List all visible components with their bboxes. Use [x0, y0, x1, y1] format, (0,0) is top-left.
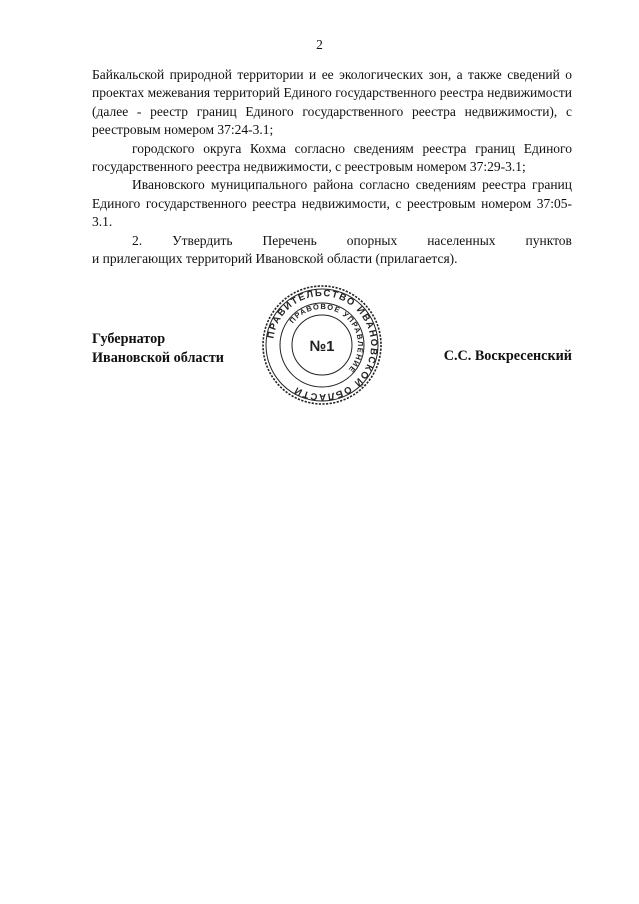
- item-2-continuation: и прилегающих территорий Ивановской области (прилагается).: [92, 251, 458, 267]
- document-body: [92, 66, 572, 268]
- signer-title-line-2: Ивановской области: [92, 349, 224, 366]
- signer-title: [92, 330, 224, 367]
- item-2-word: Утвердить: [172, 232, 233, 248]
- signer-title-line-1: Губернатор: [92, 331, 166, 347]
- seal-number: №1: [309, 338, 335, 355]
- item-2-number: 2.: [132, 232, 143, 248]
- official-seal: [261, 284, 383, 406]
- seal-outer-text: ПРАВИТЕЛЬСТВО ИВАНОВСКОЙ ОБЛАСТИ: [265, 287, 380, 403]
- page-number: 2: [316, 37, 323, 52]
- item-2-word: пунктов: [525, 232, 572, 248]
- signer-name: С.С. Воскресенский: [443, 348, 572, 364]
- paragraph-continuation: Байкальской природной территории и ее экологических зон, а также сведений о проектах межевания территорий Единого государственного реестра недвижимости (далее - реестр границ Единого государственного реестра недвижимости), с реестровым номером 37:24-3.1;: [92, 67, 572, 138]
- seal-inner-text: ПРАВОВОЕ УПРАВЛЕНИЕ: [287, 301, 366, 375]
- item-2-word: опорных: [346, 232, 398, 248]
- paragraph-kokhma: городского округа Кохма согласно сведениям реестра границ Единого государственного реестра недвижимости, с реестровым номером 37:29-3.1;: [92, 140, 572, 175]
- signature-block: [92, 287, 572, 403]
- item-2-line: [92, 232, 572, 250]
- paragraph-ivanovo-district: Ивановского муниципального района согласно сведениям реестра границ Единого государственного реестра недвижимости, с реестровым номером 37:05-3.1.: [92, 177, 572, 230]
- item-2-word: населенных: [427, 232, 496, 248]
- item-2-word: Перечень: [262, 232, 317, 248]
